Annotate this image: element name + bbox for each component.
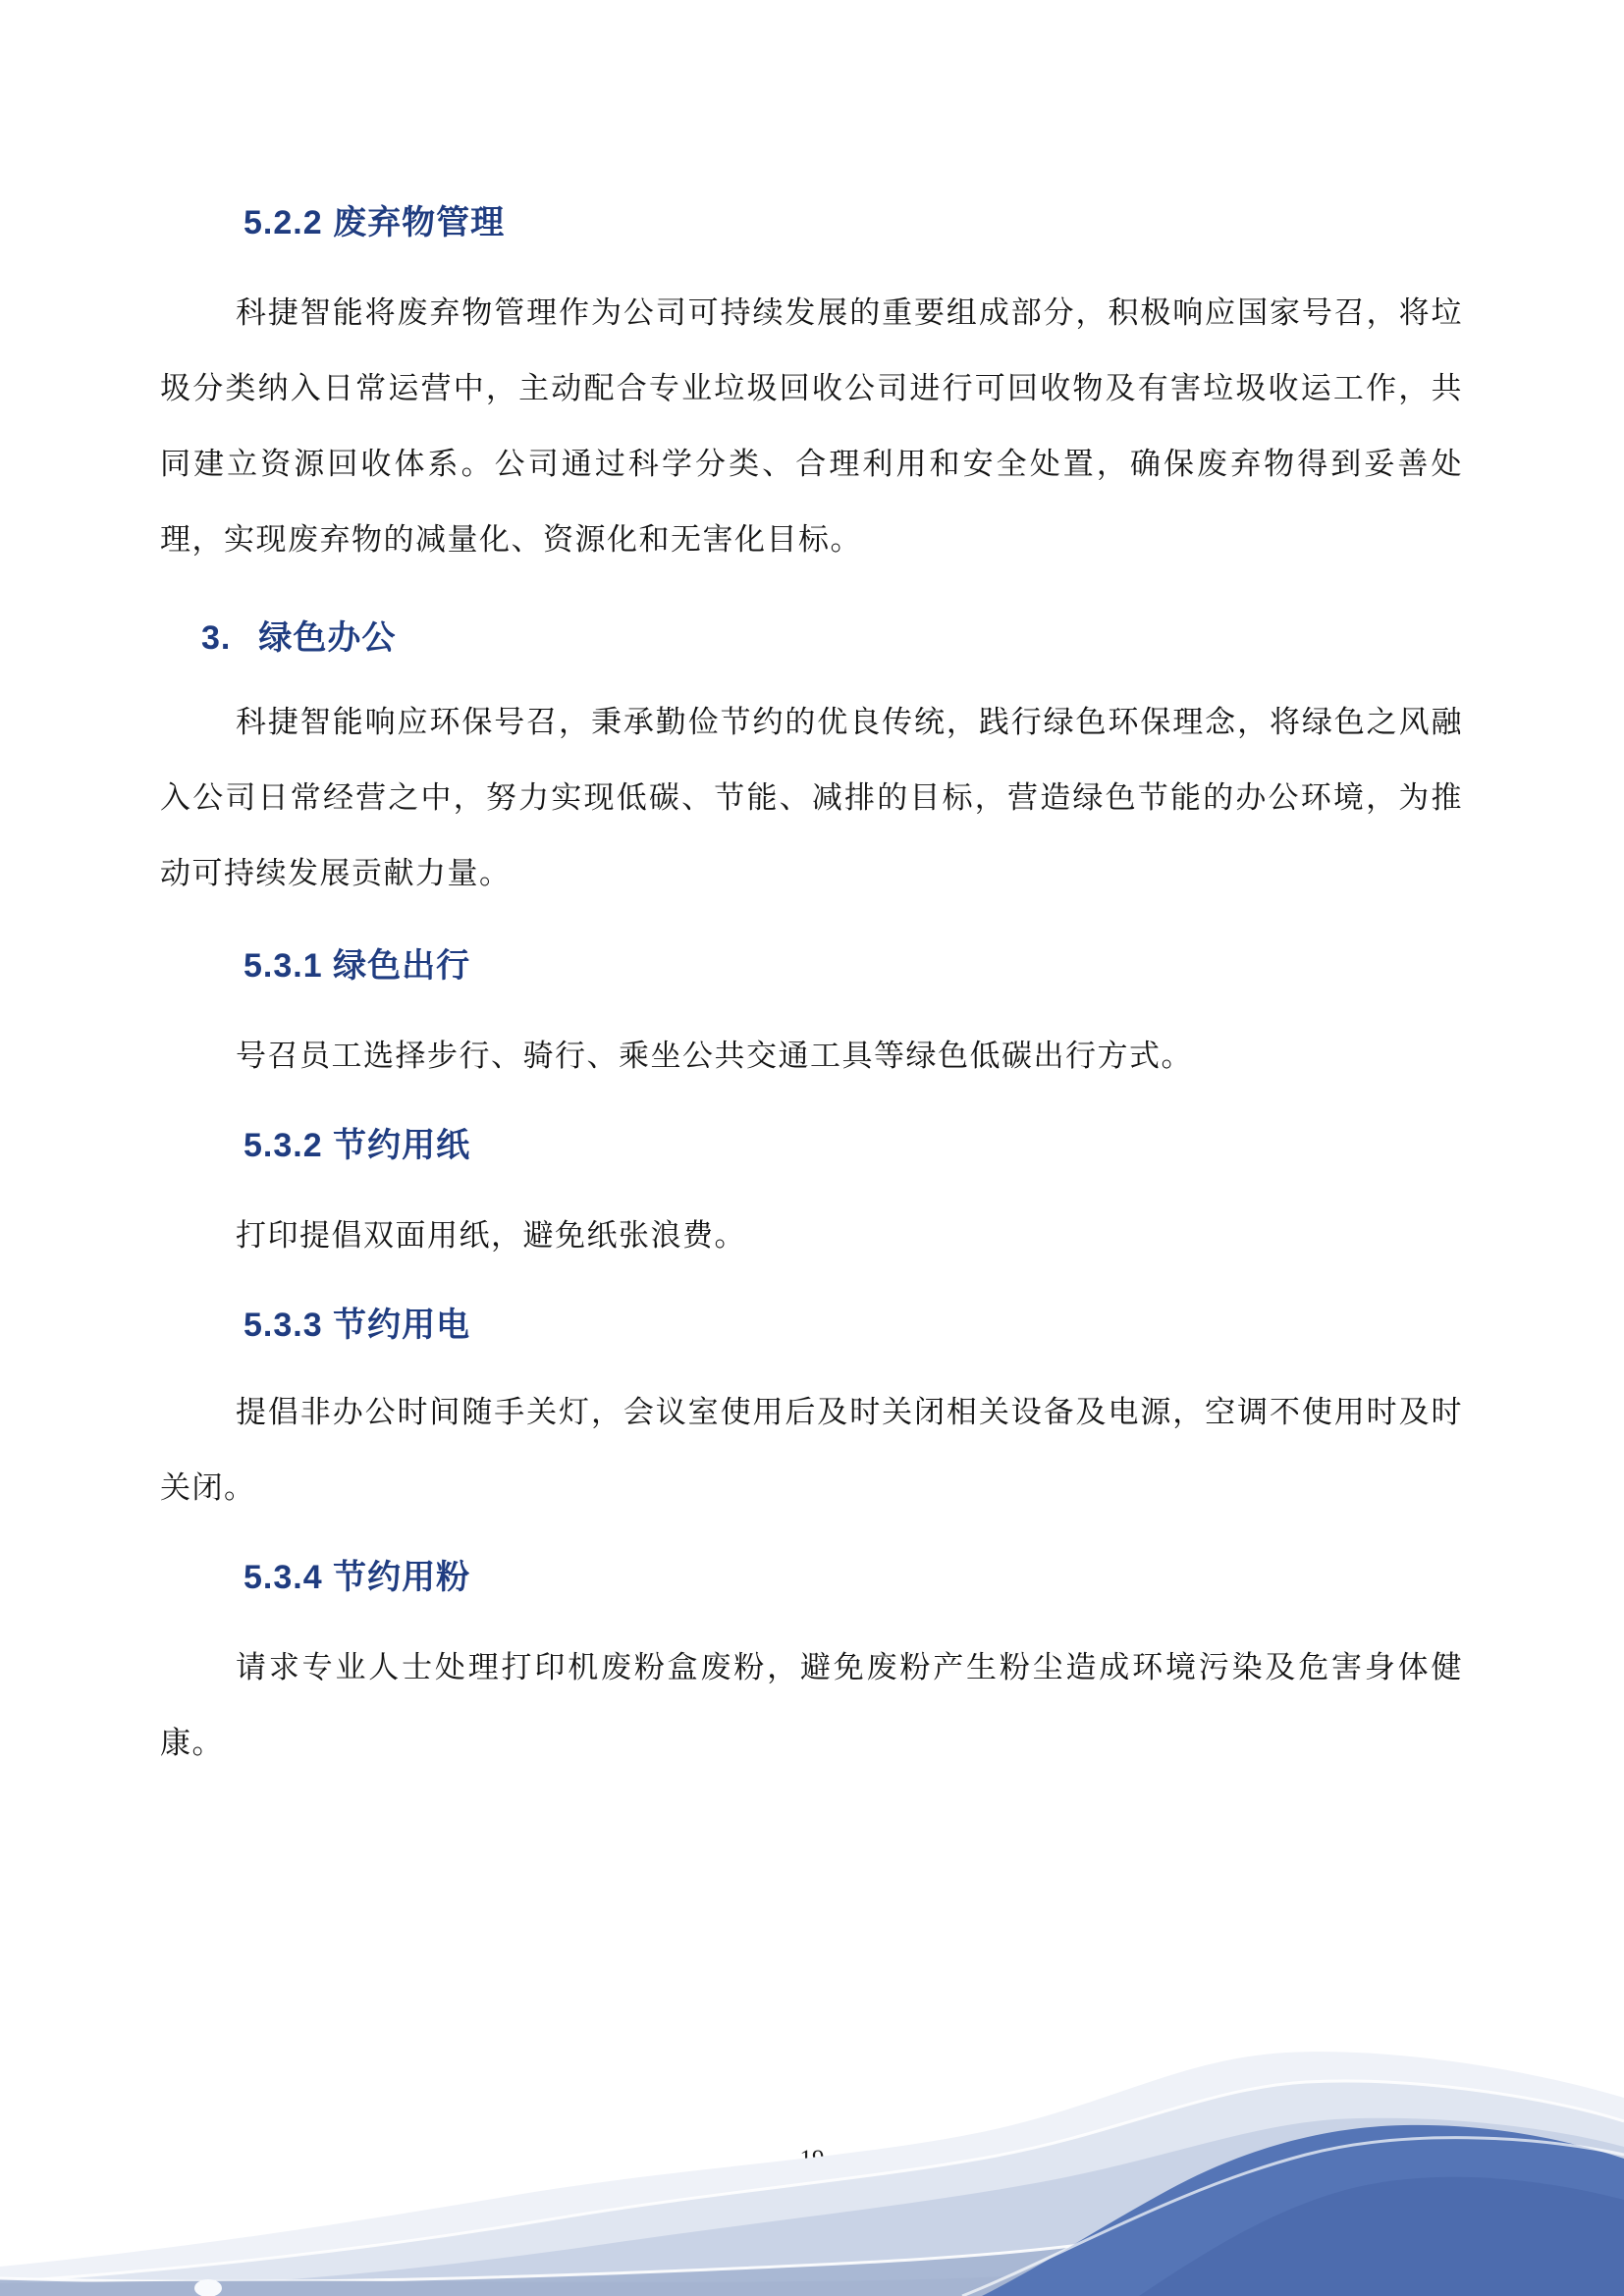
paragraph-save-electricity: 提倡非办公时间随手关灯，会议室使用后及时关闭相关设备及电源，空调不使用时及时关闭。 — [160, 1395, 1463, 1505]
heading-5-3-4-save-toner: 5.3.4 节约用粉 — [244, 1559, 471, 1596]
heading-5-3-3-save-electricity: 5.3.3 节约用电 — [244, 1307, 471, 1344]
heading-3-green-office — [201, 616, 396, 660]
heading-3-label: 绿色办公 — [258, 619, 397, 657]
paragraph-green-travel: 号召员工选择步行、骑行、乘坐公共交通工具等绿色低碳出行方式。 — [236, 1039, 1193, 1073]
paragraph-save-toner: 请求专业人士处理打印机废粉盒废粉，避免废粉产生粉尘造成环境污染及危害身体健康。 — [160, 1650, 1463, 1760]
heading-3-number: 3. — [201, 619, 232, 657]
heading-5-2-2-waste-management: 5.2.2 废弃物管理 — [244, 204, 506, 241]
paragraph-waste-management: 科捷智能将废弃物管理作为公司可持续发展的重要组成部分，积极响应国家号召，将垃圾分类纳入日常运营中，主动配合专业垃圾回收公司进行可回收物及有害垃圾收运工作，共同建立资源回收体系。公司通过科学分类、合理利用和安全处置，确保废弃物得到妥善处理，实现废弃物的减量化、资源化和无害化目标。 — [160, 295, 1463, 557]
heading-5-3-1-green-travel: 5.3.1 绿色出行 — [244, 947, 471, 985]
footer-wave-decoration — [0, 1933, 1624, 2296]
paragraph-green-office: 科捷智能响应环保号召，秉承勤俭节约的优良传统，践行绿色环保理念，将绿色之风融入公司日常经营之中，努力实现低碳、节能、减排的目标，营造绿色节能的办公环境，为推动可持续发展贡献力量。 — [160, 705, 1463, 890]
paragraph-save-paper: 打印提倡双面用纸，避免纸张浪费。 — [236, 1218, 746, 1253]
heading-5-3-2-save-paper: 5.3.2 节约用纸 — [244, 1127, 471, 1164]
